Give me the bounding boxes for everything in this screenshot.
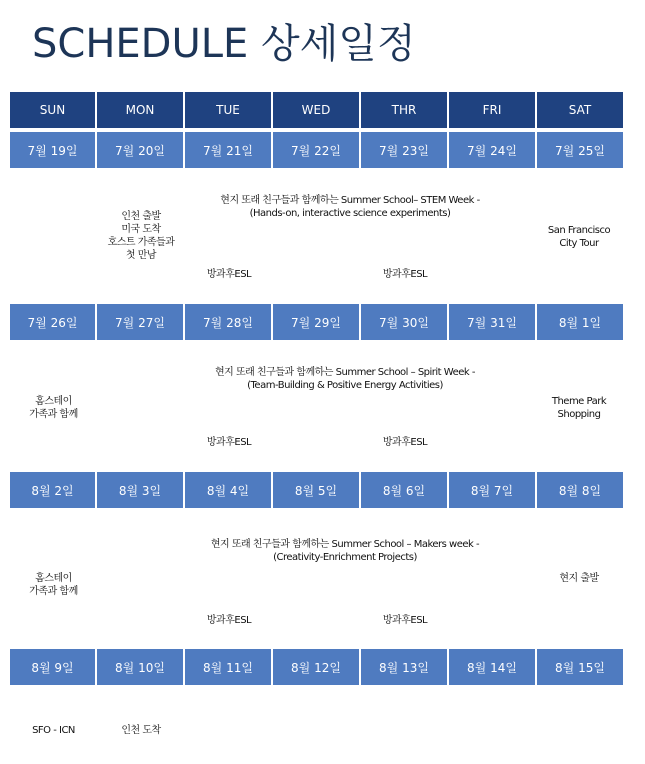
date-cell: 7월 30일	[361, 304, 449, 340]
day-header-fri: FRI	[449, 92, 537, 128]
esl-thr-week1: 방과후ESL	[382, 269, 428, 280]
event-line: City Tour	[559, 238, 599, 249]
esl-thr-week3: 방과후ESL	[382, 615, 428, 626]
event-line: 홈스테이	[35, 573, 72, 584]
day-header-thr: THR	[361, 92, 449, 128]
esl-thr-week2: 방과후ESL	[382, 437, 428, 448]
page-title: SCHEDULE 상세일정	[32, 21, 416, 67]
date-cell: 7월 19일	[10, 132, 97, 168]
day-header-mon: MON	[97, 92, 185, 128]
date-cell: 8월 10일	[97, 649, 185, 685]
date-cell: 8월 8일	[537, 472, 623, 508]
date-cell: 7월 29일	[273, 304, 361, 340]
event-line: San Francisco	[547, 225, 611, 236]
date-cell: 7월 27일	[97, 304, 185, 340]
event-sat-week2	[535, 395, 623, 421]
event-line: 첫 만남	[125, 250, 157, 261]
day-header-row	[10, 92, 623, 128]
event-line: 가족과 함께	[29, 409, 78, 420]
date-row-week1	[10, 132, 623, 168]
date-cell: 7월 28일	[185, 304, 273, 340]
esl-tue-week3: 방과후ESL	[206, 615, 252, 626]
date-cell: 8월 15일	[537, 649, 623, 685]
event-mon-week4: 인천 도착	[121, 725, 161, 736]
date-cell: 8월 1일	[537, 304, 623, 340]
date-cell: 7월 25일	[537, 132, 623, 168]
date-cell: 7월 31일	[449, 304, 537, 340]
event-line: 현지 출발	[559, 573, 599, 584]
event-mon-week1	[97, 210, 185, 262]
date-cell: 7월 24일	[449, 132, 537, 168]
event-line: 미국 도착	[121, 224, 161, 235]
day-header-sun: SUN	[10, 92, 97, 128]
program-title: 현지 또래 친구들과 함께하는 Summer School– STEM Week -	[220, 195, 480, 206]
program-title: 현지 또래 친구들과 함께하는 Summer School – Spirit Week -	[215, 367, 475, 378]
event-sun-week2	[10, 395, 97, 421]
esl-tue-week1: 방과후ESL	[206, 269, 252, 280]
date-cell: 8월 7일	[449, 472, 537, 508]
date-cell: 8월 13일	[361, 649, 449, 685]
date-cell: 8월 9일	[10, 649, 97, 685]
date-row-week3	[10, 472, 623, 508]
date-cell: 7월 23일	[361, 132, 449, 168]
date-cell: 8월 3일	[97, 472, 185, 508]
date-cell: 8월 14일	[449, 649, 537, 685]
program-week3	[170, 538, 520, 564]
event-line: 가족과 함께	[29, 586, 78, 597]
event-sun-week4: SFO - ICN	[32, 725, 75, 736]
day-header-wed: WED	[273, 92, 361, 128]
event-line: Theme Park	[551, 396, 607, 407]
program-subtitle: (Hands-on, interactive science experiments)	[249, 208, 451, 219]
date-cell: 8월 11일	[185, 649, 273, 685]
event-line: 인천 출발	[121, 211, 161, 222]
program-week2	[170, 366, 520, 392]
event-sun-week3	[10, 572, 97, 598]
date-cell: 8월 6일	[361, 472, 449, 508]
date-cell: 8월 2일	[10, 472, 97, 508]
esl-tue-week2: 방과후ESL	[206, 437, 252, 448]
date-cell: 8월 4일	[185, 472, 273, 508]
program-week1	[190, 194, 510, 220]
event-line: 홈스테이	[35, 396, 72, 407]
program-subtitle: (Creativity-Enrichment Projects)	[273, 552, 417, 563]
date-cell: 7월 22일	[273, 132, 361, 168]
date-cell: 8월 12일	[273, 649, 361, 685]
date-row-week2	[10, 304, 623, 340]
date-cell: 7월 21일	[185, 132, 273, 168]
program-subtitle: (Team-Building & Positive Energy Activities)	[247, 380, 443, 391]
date-cell: 7월 26일	[10, 304, 97, 340]
event-line: 호스트 가족들과	[107, 237, 175, 248]
event-sat-week1	[535, 224, 623, 250]
event-sat-week3	[535, 572, 623, 585]
date-cell: 8월 5일	[273, 472, 361, 508]
event-line: Shopping	[557, 409, 601, 420]
program-title: 현지 또래 친구들과 함께하는 Summer School – Makers week -	[210, 539, 480, 550]
date-row-week4	[10, 649, 623, 685]
day-header-sat: SAT	[537, 92, 623, 128]
date-cell: 7월 20일	[97, 132, 185, 168]
day-header-tue: TUE	[185, 92, 273, 128]
